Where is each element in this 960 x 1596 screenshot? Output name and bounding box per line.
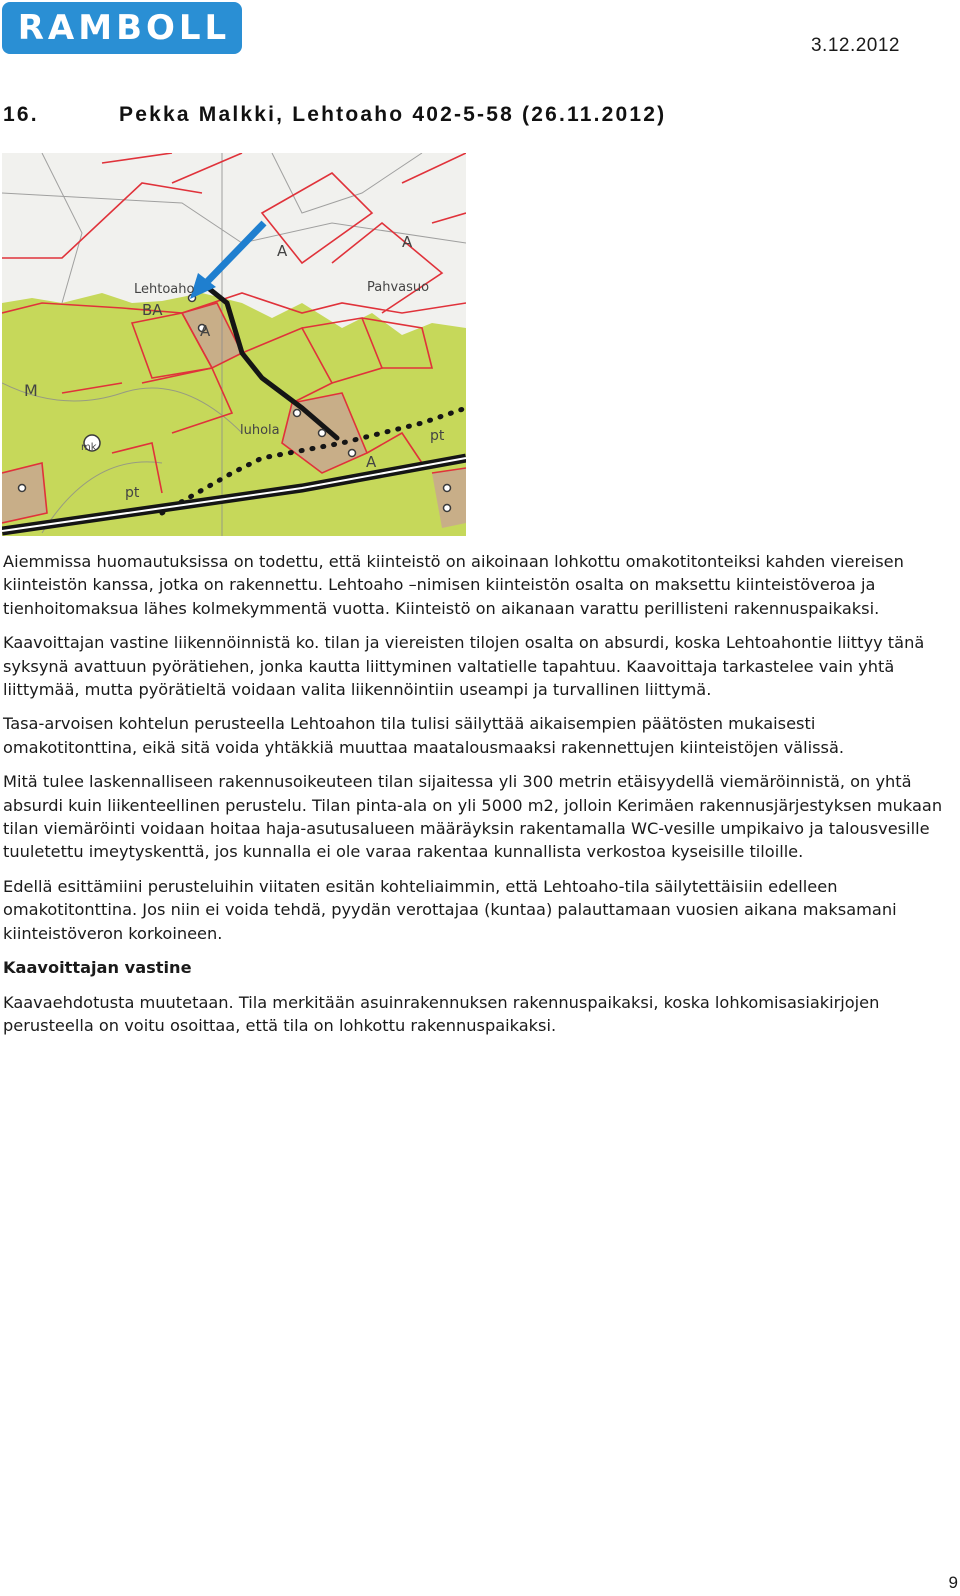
map-label: A <box>402 233 413 251</box>
map-label: Lehtoaho <box>134 282 195 297</box>
document-body <box>3 550 953 1048</box>
paragraph: Edellä esittämiini perusteluihin viitaten esitän kohteliaimmin, että Lehtoaho-tila säilytettäisiin edelleen omakotitonttina. Jos niin ei voida tehdä, pyydän verottajaa (kuntaa) palauttamaan vuosien aikana maksamani kiinteistöveron korkoineen. <box>3 876 897 943</box>
map-label: pt <box>430 428 445 444</box>
map-label: pt <box>125 485 140 501</box>
map-label: A <box>366 453 377 471</box>
map-label: M <box>24 381 38 400</box>
map-label: Pahvasuo <box>367 280 430 295</box>
paragraph: Mitä tulee laskennalliseen rakennusoikeuteen tilan sijaitessa yli 300 metrin etäisyydellä viemäröinnistä, on yhtä absurdi kuin liikenteellinen perustelu. Tilan pinta-ala on yli 5000 m2, jolloin Kerimäen rakennusjärjestyksen mukaan tilan viemäröinti voidaan hoitaa haja-asutusalueen määräyksin rakentamalla WC-vesille umpikaivo ja talousvesille tuuletettu imeytyskenttä, jos kunnalla ei ole varaa rakentaa kunnallista verkostoa kyseisille tiloille. <box>3 772 943 862</box>
paragraph: Kaavaehdotusta muutetaan. Tila merkitään asuinrakennuksen rakennuspaikaksi, koska lohkomisasiakirjojen perusteella on voitu osoittaa, että tila on lohkottu rakennuspaikaksi. <box>3 992 880 1035</box>
zoning-map <box>2 153 466 536</box>
zoning-map-image <box>2 153 466 536</box>
map-label: mk <box>81 442 97 453</box>
paragraph: Aiemmissa huomautuksissa on todettu, että kiinteistö on aikoinaan lohkottu omakotitonteiksi kahden viereisen kiinteistön kanssa, jotka on rakennettu. Lehtoaho –nimisen kiinteistön osalta on maksettu kiinteistöveroa ja tienhoitomaksua lähes kolmekymmentä vuotta. Kiinteistö on aikanaan varattu perillisteni rakennuspaikaksi. <box>3 552 904 618</box>
map-label: BA <box>142 301 163 319</box>
response-subheading: Kaavoittajan vastine <box>3 958 192 978</box>
paragraph: Tasa-arvoisen kohtelun perusteella Lehtoahon tila tulisi säilyttää aikaisempien päätösten mukaisesti omakotitonttina, eikä sitä voida yhtäkkiä muuttaa maatalousmaaksi rakennettujen kiinteistöjen välissä. <box>3 714 845 757</box>
map-label: A <box>200 322 211 340</box>
page-number: 9 <box>948 1573 958 1592</box>
map-label: luhola <box>240 423 280 438</box>
map-label: A <box>277 242 288 260</box>
section-number: 16. <box>3 103 39 126</box>
ramboll-logo: RAMBOLL <box>2 2 242 54</box>
section-heading <box>3 103 666 127</box>
document-date: 3.12.2012 <box>810 35 900 56</box>
section-title: Pekka Malkki, Lehtoaho 402-5-58 (26.11.2012) <box>119 103 667 126</box>
paragraph: Kaavoittajan vastine liikennöinnistä ko. tilan ja viereisten tilojen osalta on absurdi, koska Lehtoahontie liittyy tänä syksynä avattuun pyörätiehen, jonka kautta liittyminen valtatielle tapahtuu. Kaavoittaja tarkastelee vain yhtä liittymää, mutta pyörätieltä voidaan valita liikennöintiin useampi ja turvallinen liittymä. <box>3 633 925 700</box>
